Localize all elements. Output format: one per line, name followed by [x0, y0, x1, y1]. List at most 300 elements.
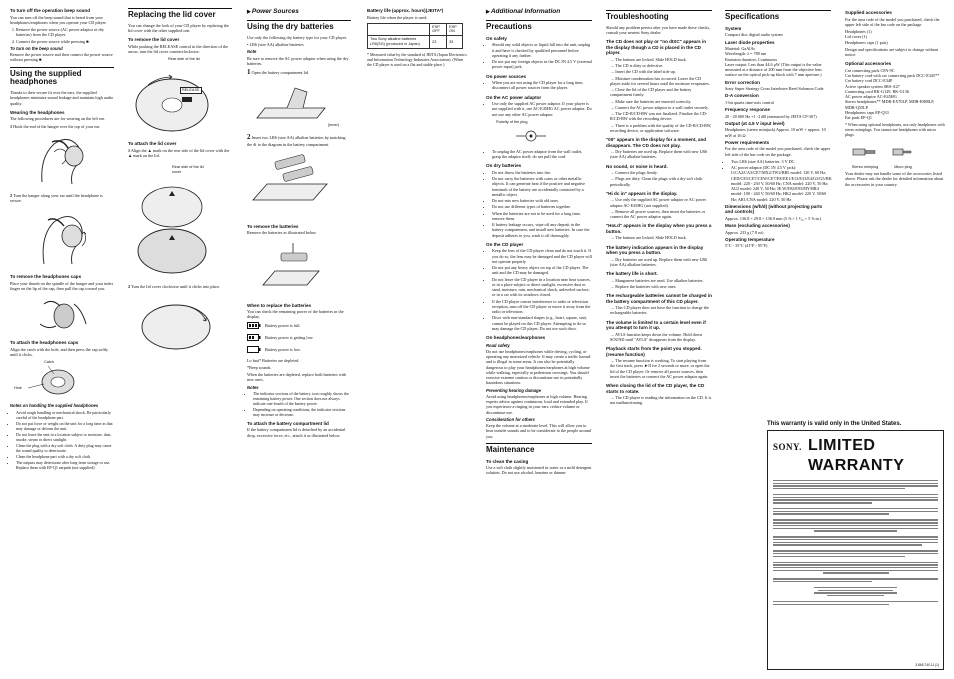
battery-note-item: • Depending on operating conditions, the indicator sections may increase or decrease. [253, 407, 351, 417]
cd-player-precaution-title: On the CD player [486, 241, 524, 247]
remove-lid-title: To remove the lid cover [128, 37, 180, 43]
battery-step-2: 2 Insert two LR6 (size AA) alkaline batteries by matching the ⊕ to the diagram in the battery compartment. [247, 132, 346, 147]
polarity-label: Polarity of the plug [496, 119, 528, 124]
warranty-fine-print-line [773, 581, 872, 582]
troubleshooting-answer [610, 278, 712, 283]
list-item: • Do not carry the batteries with coins or other metallic objects. It can generate heat if the positive and negative terminals of the battery are accidentally contacted by a metallic object. [492, 176, 592, 197]
micro-plug-label: Micro plug [894, 164, 912, 169]
warranty-notice: This warranty is valid only in the United States. [767, 421, 902, 427]
troubleshooting-answer [610, 358, 712, 379]
inner-label: (inner) [328, 123, 339, 128]
clean-casing-title: To clean the casing [486, 458, 529, 464]
laser-4: Laser output: Less than 44.6 μW (This output is the value measured at a distance of 200 mm from the objective lens surface on the optical pick-up block with 7 mm aperture.) [725, 61, 822, 78]
troubleshooting-answer-text: Insert the CD with the label side up. [615, 69, 676, 75]
arrow-icon: → [610, 104, 616, 110]
lid-align-icon [128, 161, 224, 281]
dealer-note: Your dealer may not handle some of the accessories listed above. Please ask the dealer for detailed information about the accessories in your country. [845, 171, 944, 187]
ear-hook-illustration [32, 132, 94, 190]
wear-step-1: 1 Hook the end of the hanger over the top of your ear. [10, 123, 101, 129]
battery-level-full [247, 322, 351, 329]
opt-5: Connecting cord RK-G129, RK-G136 [845, 88, 909, 94]
list-item: • Should any solid objects or liquid fall into the unit, unplug it and have it checked by qualified personnel before operating it any further. [492, 42, 592, 58]
troubleshooting-answer-text: Dry batteries are used up. Replace them with new LR6 (size AA) alkaline batteries. [610, 256, 708, 267]
battery-full-text: Battery power is full. [265, 322, 301, 328]
batteries-list [486, 170, 592, 238]
dry-batteries-precaution-title: On dry batteries [486, 163, 522, 169]
troubleshooting-answers [606, 235, 712, 240]
warranty-fine-print-line [773, 567, 938, 568]
beep-off-intro: You can turn off the beep sound that is heard from your headphones/earphones when you operate your CD player. [10, 14, 107, 25]
note-title: Note [247, 49, 257, 55]
attach-battery-lid-title: To attach the battery compartment lid [247, 420, 329, 426]
warranty-fine-print-line [773, 491, 938, 493]
attach-lid-step-1-text: Align the ▲ mark on the rear side of the lid cover with the ▲ mark on the lid. [128, 147, 230, 159]
table-header-empty [368, 23, 430, 35]
replace-batteries-title: When to replace the batteries [247, 302, 312, 308]
troubleshooting-answer [610, 176, 712, 187]
power-list [486, 80, 592, 91]
warranty-fine-print-line [773, 584, 938, 586]
list-item: • AC power adaptor (DC IN 4.5 V jack): U/CA2/CA3/CE7/MX2/TW2/BR5 model: 120 V, 60 Hz; CED/CE5/CE7/CEW/CE7/EE/EE1/E13/E33/E4/G3/G5/HK model: 220 - 230 V, 50/60 Hz; CNA model: 220 V, 50 Hz; AU2 model: 240 V, 50 Hz; JE.W/E92/E93/MY/BR4 model: 100 - 240 V, 50/60 Hz; HK2 model: 220 V, 50/60 Hz; AR1/CNA model: 220 V, 50 Hz [731, 165, 831, 202]
warranty-body [773, 480, 938, 605]
battery-half-icon [247, 334, 261, 341]
troubleshooting-question: The battery life is short. [606, 271, 658, 277]
arrow-icon: → [610, 111, 616, 117]
additional-info-label: Additional Information [490, 8, 561, 15]
dry-batteries-title: Using the dry batteries [247, 20, 351, 32]
warranty-fine-print-line [773, 480, 938, 481]
opt-8: Headphones caps EP-Q33 [845, 109, 889, 115]
catch-label: Catch [44, 360, 54, 365]
system-title: System [725, 25, 742, 31]
note-item: • Clean the plug with a dry soft cloth. A dirty plug may cause the sound quality to deteriorate. [16, 443, 114, 453]
warranty-title: LIMITED WARRANTY [807, 437, 905, 474]
troubleshooting-answer [610, 305, 712, 316]
troubleshooting-answer [610, 105, 712, 110]
troubleshooting-answer [610, 99, 712, 104]
table-row [368, 36, 463, 48]
da-title: D-A conversion [725, 93, 759, 99]
list-item: • Two LR6 (size AA) batteries: 3 V DC [731, 159, 831, 164]
micro-plug-figure [889, 141, 917, 169]
stereo-miniplug-label: Stereo miniplug [851, 164, 879, 169]
note-item: • Do not leave the unit in a location subject to moisture, dust, smoke, steam or direct sunlight. [16, 432, 114, 442]
battery-low-icon [247, 346, 261, 353]
column-1 [10, 8, 114, 472]
warranty-fine-print-line [773, 558, 938, 560]
troubleshooting-answer [610, 57, 712, 62]
lobatt-text: Lo batt* Batteries are depleted. [247, 357, 300, 363]
opt-6: AC power adaptor AC-E45HG [845, 94, 897, 99]
stereo-miniplug-icon [851, 141, 879, 163]
troubleshooting-answer [610, 257, 712, 268]
adaptor-list-2 [486, 149, 592, 160]
troubleshooting-answer [610, 170, 712, 175]
troubleshooting-answers [606, 332, 712, 343]
table-cell-esp-off: 23 [430, 36, 447, 48]
arrow-icon: → [610, 358, 616, 364]
beep-step-2: 2. Connect the power source while pressing ■. [16, 39, 114, 44]
warranty-fine-print-line [773, 516, 938, 518]
dimensions-text: Approx. 136.8 × 29.8 × 136.9 mm (5 ⅜ × 1 ³⁄₁₆ × 5 ⅜ in.) [725, 215, 822, 221]
safety-title: On safety [486, 35, 507, 41]
arrow-icon: → [610, 75, 616, 81]
warranty-fine-print-line [773, 528, 938, 529]
warranty-fine-print-line [773, 536, 938, 537]
dry-batteries-intro: Use only the following dry battery type for your CD player. [247, 34, 347, 40]
laser-title: Laser diode properties [725, 39, 775, 45]
warranty-fine-print-line [773, 539, 938, 540]
attach-lid-title: To attach the lid cover [128, 141, 177, 147]
troubleshooting-answer-text: Make sure the batteries are inserted correctly. [615, 98, 692, 104]
troubleshooting-answer-text: The buttons are locked. Slide HOLD back. [615, 56, 687, 62]
supplied-3: Headphones caps (1 pair) [845, 39, 888, 45]
table-header-esp-off: ESP OFF [430, 23, 447, 35]
attach-battery-lid-text: If the battery compartment lid is detached by an accidental drop, excessive force, etc., attach it as illustrated below. [247, 427, 346, 438]
opt-9: Ear pads EP-Q1 [845, 115, 872, 120]
troubleshooting-answers [606, 170, 712, 187]
remove-batteries-title: To remove the batteries [247, 223, 299, 229]
warranty-fine-print-line [814, 530, 897, 531]
warranty-fine-print-line [773, 533, 938, 535]
wear-step-2: 2 Turn the hanger along your ear until the headphone is secure. [10, 192, 103, 204]
column-3 [247, 8, 351, 440]
hole-label: Hole [14, 386, 22, 391]
troubleshooting-question: No sound, or noise is heard. [606, 163, 668, 169]
specifications-title: Specifications [725, 10, 831, 22]
troubleshooting-answer-text: Moisture condensation has occurred. Leave the CD player aside for several hours until the moisture evaporates. [610, 75, 710, 86]
column-5 [486, 8, 592, 478]
attach-caps-illustration [14, 360, 94, 400]
note-item: • The outputs may deteriorate after long-term storage or use. Replace them with EP-Q1 earpads (not supplied). [16, 460, 114, 470]
power-req-text: For the area code of the model you purchased, check the upper left side of the bar code on the package. [725, 146, 831, 157]
list-item: • Do not use different types of batteries together. [492, 204, 592, 209]
supplied-text: For the area code of the model you purchased, check the upper left side of the bar code on the package. [845, 16, 940, 27]
remove-caps-title: To remove the headphones caps [10, 274, 82, 280]
polarity-illustration [496, 120, 566, 146]
additional-info-category [486, 8, 592, 16]
troubleshooting-answer-text: Replace the batteries with new ones. [615, 283, 677, 289]
troubleshooting-answer [610, 209, 712, 220]
rear-lid-label: Rear side of the lid [168, 57, 200, 62]
beep-off-steps [10, 27, 114, 44]
warranty-fine-print-line [773, 570, 938, 571]
table-cell-esp-on: 33 [447, 36, 463, 48]
troubleshooting-answers [606, 358, 712, 379]
warranty-fine-print-line [773, 564, 938, 565]
power-sources-category [247, 8, 351, 16]
opt-3: Car battery cord DCC-E34P [845, 78, 893, 84]
replace-batteries-text: You can check the remaining power of the batteries in the display. [247, 309, 344, 320]
warranty-fine-print-line [773, 488, 905, 489]
design-note: Design and specifications are subject to change without notice. [845, 46, 939, 57]
troubleshooting-answers [606, 395, 712, 406]
troubleshooting-answer [610, 63, 712, 68]
beep-off-title: To turn off the operation beep sound [10, 8, 91, 13]
list-item: • Discs with non-standard shapes (e.g., heart, square, star) cannot be played on this CD player. Attempting to do so may damage the CD player. Do not use such discs. [492, 315, 592, 331]
troubleshooting-answer-text: Manganese batteries are used. Use alkaline batteries. [615, 277, 704, 283]
arrow-icon: → [610, 122, 616, 128]
warranty-fine-print-line [773, 525, 938, 526]
clean-casing-text: Use a soft cloth slightly moistened in water or a mild detergent solution. Do not use alcohol, benzine or thinner. [486, 465, 592, 476]
list-item: • To unplug the AC power adaptor from the wall outlet, grasp the adaptor itself; do not pull the cord. [492, 149, 592, 160]
battery-half-text: Battery power is getting low. [265, 334, 314, 340]
troubleshooting-answer-text: Remove all power sources, then insert the batteries or connect the AC power adaptor again. [610, 208, 706, 220]
column-2 [128, 8, 232, 358]
optional-title: Optional accessories [845, 61, 892, 67]
troubleshooting-answer-text: Connect the plugs firmly. [615, 170, 658, 176]
hearing-title: Preventing hearing damage [486, 387, 541, 393]
wearing-title: Wearing the headphones [10, 109, 65, 115]
troubleshooting-answers [606, 57, 712, 133]
power-sources-title: On power sources [486, 73, 527, 79]
warranty-fine-print-line [773, 513, 889, 514]
list-item: • Do not leave the CD player in a location near heat sources, or in a place subject to direct sunlight, excessive dust or sand, moisture, rain, mechanical shock, unleveled surface, or in a car with its windows closed. [492, 277, 592, 298]
column-8 [845, 8, 945, 189]
arrow-icon: → [610, 149, 616, 155]
mass-text: Approx. 233 g (7.8 oz) [725, 229, 764, 235]
troubleshooting-list [606, 39, 712, 405]
opt-1: Car connecting pack CPA-9C [845, 67, 895, 73]
power-sources-label: Power Sources [251, 8, 299, 15]
wear-step-1-text: Hook the end of the hanger over the top of your ear. [13, 123, 101, 129]
attach-lid-illustration [128, 161, 224, 281]
troubleshooting-question: "00" appears in the display for a moment, and disappears. The CD does not play. [606, 137, 707, 148]
dimensions-title: Dimensions (w/h/d) (without projecting parts and controls) [725, 203, 823, 215]
warranty-fine-print-line [773, 497, 938, 498]
troubleshooting-answer [610, 395, 712, 406]
troubleshooting-answer-text: The CD player is reading the information on the CD. It is not malfunctioning. [610, 395, 712, 406]
error-title: Error correction [725, 79, 760, 85]
troubleshooting-answer-text: This CD player does not have the function to charge the rechargeable batteries. [610, 305, 709, 316]
arrow-icon: → [610, 395, 616, 401]
lid-turn-icon [136, 293, 216, 355]
output-title: Output (at 4.5 V input level) [725, 120, 785, 126]
battery-notes-list [247, 391, 351, 417]
arrow-icon: → [610, 98, 616, 104]
warranty-fine-print-line [773, 522, 938, 523]
warranty-fine-print-line [773, 508, 938, 509]
troubleshooting-answer-text: AVLS function keeps down the volume. Hold down SOUND until "AVLS" disappears from the display. [610, 331, 702, 342]
sony-logo: SONY. [773, 442, 802, 452]
list-item: • Do not throw the batteries into fire. [492, 170, 592, 175]
lobatt-note: *Beep sounds. [247, 364, 272, 370]
supplied-title: Supplied accessories [845, 10, 892, 15]
supplied-2: Lid cover (1) [845, 34, 868, 40]
warranty-fine-print-line [773, 578, 938, 579]
freq-title: Frequency response [725, 107, 770, 113]
temp-text: 5°C - 35°C (41°F - 95°F) [725, 243, 768, 249]
warranty-fine-print-line [773, 542, 938, 543]
lid-cover-intro: You can change the look of your CD player by replacing the lid cover with the other supplied one. [128, 22, 229, 34]
battery-step-2-text: Insert two LR6 (size AA) alkaline batteries by matching the ⊕ to the diagram in the battery compartment. [247, 134, 346, 147]
mass-title: Mass (excluding accessories) [725, 223, 790, 229]
troubleshooting-question: The CD does not play or "no dISC" appears in the display though a CD is placed in the CD player. [606, 39, 707, 56]
warranty-fine-print-line [773, 553, 938, 554]
warranty-fine-print-line [773, 483, 938, 484]
warranty-fine-print-line [773, 598, 938, 600]
system-text: Compact disc digital audio system [725, 32, 783, 38]
troubleshooting-title: Troubleshooting [606, 10, 712, 22]
arrow-icon: → [610, 176, 616, 182]
ear-turn-illustration [32, 206, 94, 270]
arrow-icon: → [610, 63, 616, 69]
beep-on-subtitle: To turn on the beep sound [10, 45, 63, 51]
table-header-row [368, 23, 463, 35]
adaptor-title: On the AC power adaptor [486, 94, 542, 100]
battery-full-icon [247, 322, 261, 329]
list-item: • Do not put any heavy object on top of the CD player. The unit and the CD may be damaged. [492, 265, 592, 276]
warranty-fine-print-line [773, 550, 938, 551]
troubleshooting-answers [606, 197, 712, 219]
battery-life-footnote: * Measured value by the standard of JEITA (Japan Electronics and Information Technology Industries Association). (When the CD player is used on a flat and stable place.) [367, 51, 467, 67]
warranty-fine-print-line [773, 502, 872, 503]
laser-3: Emission duration: Continuous [725, 56, 778, 62]
warranty-fine-print-line [773, 519, 938, 520]
precautions-title: Precautions [486, 20, 592, 32]
troubleshooting-question: The rechargeable batteries cannot be charged in the battery compartment of this CD player. [606, 293, 712, 304]
battery-low-text: Battery power is low. [265, 346, 301, 352]
troubleshooting-answers [606, 278, 712, 290]
troubleshooting-question: The volume is limited to a certain level even if you attempt to turn it up. [606, 319, 706, 331]
da-text: 1-bit quartz time-axis control [725, 99, 774, 105]
remove-batteries-illustration [257, 239, 327, 299]
power-req-title: Power requirements [725, 139, 770, 145]
player-list [486, 248, 592, 331]
wearing-text: The following procedures are for wearing on the left ear. [10, 116, 105, 122]
remove-batteries-text: Remove the batteries as illustrated below. [247, 230, 317, 236]
remove-caps-text: Place your thumb on the spindle of the hanger and your index finger on the lip of the cap, then pull the cap toward you. [10, 280, 114, 292]
list-item: • If the CD player causes interference to radio or television reception, turn off the CD player or move it away from the radio or television. [492, 299, 592, 315]
troubleshooting-question: "HoLd" appears in the display when you press a button. [606, 223, 712, 234]
warranty-fine-print-line [773, 544, 922, 545]
troubleshooting-answer [610, 76, 712, 87]
stereo-plug-figure [851, 141, 879, 169]
warranty-fine-print-line [773, 511, 938, 512]
battery-note-item: • The indicator sections of the battery icon roughly shows the remaining battery power. One section does not always indicate one-fourth of the battery power. [253, 391, 351, 406]
battery-lid-open-icon [247, 80, 339, 130]
safety-list [486, 42, 592, 69]
troubleshooting-answer-text: Plugs are dirty. Clean the plugs with a dry soft cloth periodically. [610, 176, 703, 187]
arrow-icon: → [610, 305, 616, 311]
micro-plug-icon [889, 141, 917, 163]
list-item: • Keep the lens of the CD player clean and do not touch it. If you do so, the lens may be damaged and the CD player will not operate properly. [492, 248, 592, 264]
troubleshooting-answer-text: Close the lid of the CD player and the battery compartment firmly. [610, 87, 692, 98]
troubleshooting-answer-text: The buttons are locked. Slide HOLD back. [615, 235, 687, 241]
rear-cover-label: Rear side of the lid cover [172, 165, 204, 175]
opt-2: Car battery cord with car connecting pack DCC-E345** [845, 73, 940, 78]
notes-headphones-title: Notes on handling the supplied headphones [10, 403, 99, 409]
troubleshooting-answer [610, 87, 712, 98]
dry-batteries-type: • LR6 (size AA) alkaline batteries [247, 42, 304, 48]
power-req-list [725, 159, 831, 202]
opt-4: Active speaker system SRS-A27 [845, 83, 900, 89]
triangle-icon: ▶ [486, 9, 490, 15]
warranty-fine-print-line [827, 595, 885, 596]
attach-lid-step-2: 2 Turn the lid cover clockwise until it clicks into place. [128, 284, 221, 290]
troubleshooting-answer [610, 197, 712, 208]
troubleshooting-question: Playback starts from the point you stopped. (resume function) [606, 346, 702, 357]
warranty-fine-print-line [814, 587, 897, 588]
troubleshooting-answer-text: The CD is dirty or defective. [615, 63, 664, 69]
warranty-fine-print-line [773, 485, 938, 486]
warranty-fine-print-line [773, 601, 938, 602]
warranty-fine-print-line [773, 505, 938, 507]
list-item: • Do not put any foreign objects in the DC IN 4.5 V (external power input) jack. [492, 59, 592, 70]
column-4 [367, 8, 467, 69]
notes-headphones-list [10, 410, 114, 470]
list-item: • When you are not using the CD player for a long time, disconnect all power sources from the player. [492, 80, 592, 91]
warranty-box [767, 430, 944, 670]
troubleshooting-answer-text: Dry batteries are used up. Replace them with new LR6 (size AA) alkaline batteries. [610, 149, 708, 160]
troubleshooting-question: "Hi dc in" appears in the display. [606, 190, 678, 196]
battery-remove-icon [257, 239, 327, 299]
document-code: 3-865-740-11 (1) [915, 663, 939, 667]
battery-step-1: 1 Open the battery compartment lid. [247, 68, 310, 77]
beep-step-1: 1. Remove the power source (AC power adaptor or dry batteries) from the CD player. [16, 27, 114, 38]
attach-lid-step-2-text: Turn the lid cover clockwise until it clicks into place. [131, 284, 221, 290]
arrow-icon: → [610, 256, 616, 262]
troubleshooting-answer [610, 111, 712, 122]
beep-on-text: Remove the power source and then connect the power source without pressing ■. [10, 52, 113, 63]
list-item: • Use only the supplied AC power adaptor. If your player is not supplied with it, use AC-E45HG AC power adaptor. Do not use any other AC power adaptor. [492, 101, 592, 117]
troubleshooting-answer [610, 235, 712, 240]
headphones-section-title: Using the supplied headphones [10, 67, 114, 88]
battery-notes-title: Notes [247, 384, 259, 390]
warranty-fine-print-line [773, 547, 938, 549]
note-item: • Clean the headphone part with a dry soft cloth. [16, 454, 114, 459]
hearing-text: Avoid using headphones/earphones at high volume. Hearing experts advise against continuous, loud and extended play. If you experience a ringing in your ears, reduce volume or discontinue use. [486, 393, 588, 415]
release-label: RELEASE [182, 88, 200, 93]
ear-illustration [32, 132, 94, 190]
troubleshooting-answer-text: The resume function is working. To start playing from the first track, press ►II for 2 seconds or more, or open the lid of the CD player. Or remove all power sources, then insert the batteries or connect the AC power adaptor again. [610, 358, 710, 379]
warranty-fine-print-line [773, 494, 938, 495]
depleted-text: When the batteries are depleted, replace both batteries with new ones. [247, 372, 347, 383]
troubleshooting-question: The battery indication appears in the display when you press a button. [606, 244, 704, 256]
remove-lid-text: While pushing the RELEASE control in the direction of the arrow, turn the lid cover counterclockwise. [128, 43, 229, 55]
battery-insert-icon [247, 150, 339, 220]
list-item: • When the batteries are not to be used for a long time, remove them. [492, 211, 592, 222]
attach-caps-text: Align the catch with the hole, and then press the cap softly until it clicks. [10, 346, 109, 358]
warranty-fine-print-line [823, 572, 889, 573]
troubleshooting-answer-text: Use only the supplied AC power adaptor or AC power adaptor AC-E45HG (not supplied). [610, 197, 707, 208]
troubleshooting-answer [610, 284, 712, 289]
ear-turn-icon [32, 206, 94, 270]
attach-caps-title: To attach the headphones caps [10, 340, 79, 346]
arrow-icon: → [610, 235, 616, 241]
insert-batteries-illustration [247, 150, 339, 220]
troubleshooting-answers [606, 305, 712, 316]
list-item: • Do not mix new batteries with old ones. [492, 198, 592, 203]
warranty-fine-print-line [773, 604, 889, 605]
error-text: Sony Super Strategy Cross Interleave Reed Solomon Code [725, 86, 824, 92]
laser-2: Wavelength: λ = 780 nm [725, 51, 767, 57]
cd-player-lid-icon [128, 57, 224, 137]
troubleshooting-answer [610, 149, 712, 160]
triangle-icon: ▶ [247, 9, 251, 15]
troubleshooting-answer-text: Connect the AC power adaptor to a wall outlet securely. [615, 104, 709, 110]
note-item: • Avoid rough handling or mechanical shock. Be particularly careful of the headphone part. [16, 410, 114, 420]
troubleshooting-answer [610, 332, 712, 343]
cap-align-icon [14, 360, 94, 400]
troubleshooting-answers [606, 149, 712, 160]
remove-lid-illustration [128, 57, 224, 137]
attach-lid-step-1: 1 Align the ▲ mark on the rear side of the lid cover with the ▲ mark on the lid. [128, 147, 230, 159]
laser-1: Material: GaAlAs [725, 46, 756, 52]
arrow-icon: → [610, 208, 616, 214]
warranty-fine-print-line [773, 556, 905, 557]
consider-title: Consideration for others [486, 416, 535, 422]
